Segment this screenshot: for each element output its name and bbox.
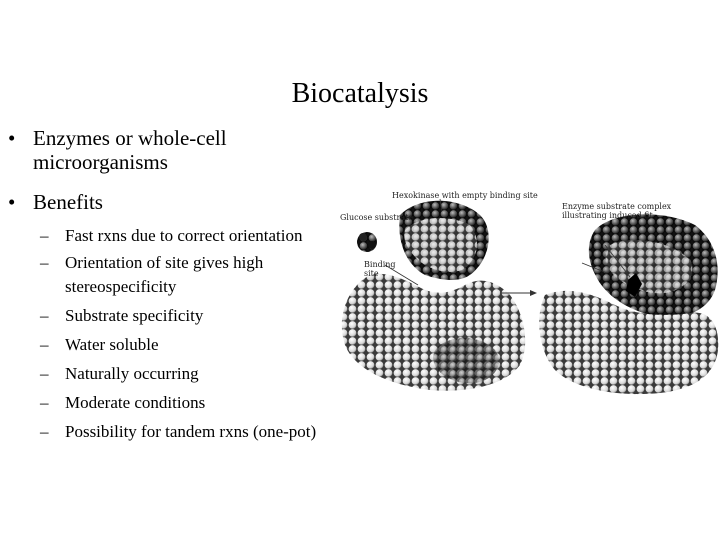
sub-bullet-marker: – bbox=[40, 226, 49, 245]
sub-bullet-marker: – bbox=[40, 253, 49, 272]
title-text: Biocatalysis bbox=[291, 78, 429, 109]
bullet-marker: • bbox=[8, 126, 16, 150]
bullet-text: Benefits bbox=[33, 190, 103, 214]
sub-bullet-marker: – bbox=[40, 422, 49, 441]
hexokinase-figure bbox=[330, 185, 720, 400]
bullet-text: Enzymes or whole-cell microorganisms bbox=[33, 126, 227, 174]
hexokinase-label: Hexokinase with empty binding site bbox=[392, 191, 538, 200]
binding-site-label-2: site bbox=[364, 269, 379, 278]
sub-bullet-marker: – bbox=[40, 306, 49, 325]
sub-bullet-text: Moderate conditions bbox=[65, 393, 206, 412]
binding-site-label-1: Binding bbox=[364, 260, 396, 269]
sub-bullet-text: Water soluble bbox=[65, 335, 159, 354]
sub-bullet-marker: – bbox=[40, 364, 49, 383]
complex-label-1: Enzyme substrate complex bbox=[562, 202, 672, 211]
sub-bullet-text: Possibility for tandem rxns (one-pot) bbox=[65, 422, 317, 441]
sub-bullet-marker: – bbox=[40, 335, 49, 354]
glucose-substrate bbox=[357, 232, 377, 252]
complex-label-2: illustrating induced fit bbox=[562, 211, 653, 220]
glucose-label: Glucose substrate bbox=[340, 213, 414, 222]
sub-bullet-text: Fast rxns due to correct orientation bbox=[65, 226, 303, 245]
slide-title bbox=[0, 78, 720, 110]
bullet-marker: • bbox=[8, 190, 16, 214]
sub-bullet-text: Substrate specificity bbox=[65, 306, 204, 325]
sub-bullet-marker: – bbox=[40, 393, 49, 412]
enzyme-substrate-complex bbox=[539, 214, 718, 394]
sub-bullet-text: Orientation of site gives high stereospecificity bbox=[65, 253, 264, 296]
sub-bullet-text: Naturally occurring bbox=[65, 364, 199, 383]
hexokinase-open-form bbox=[342, 201, 525, 391]
